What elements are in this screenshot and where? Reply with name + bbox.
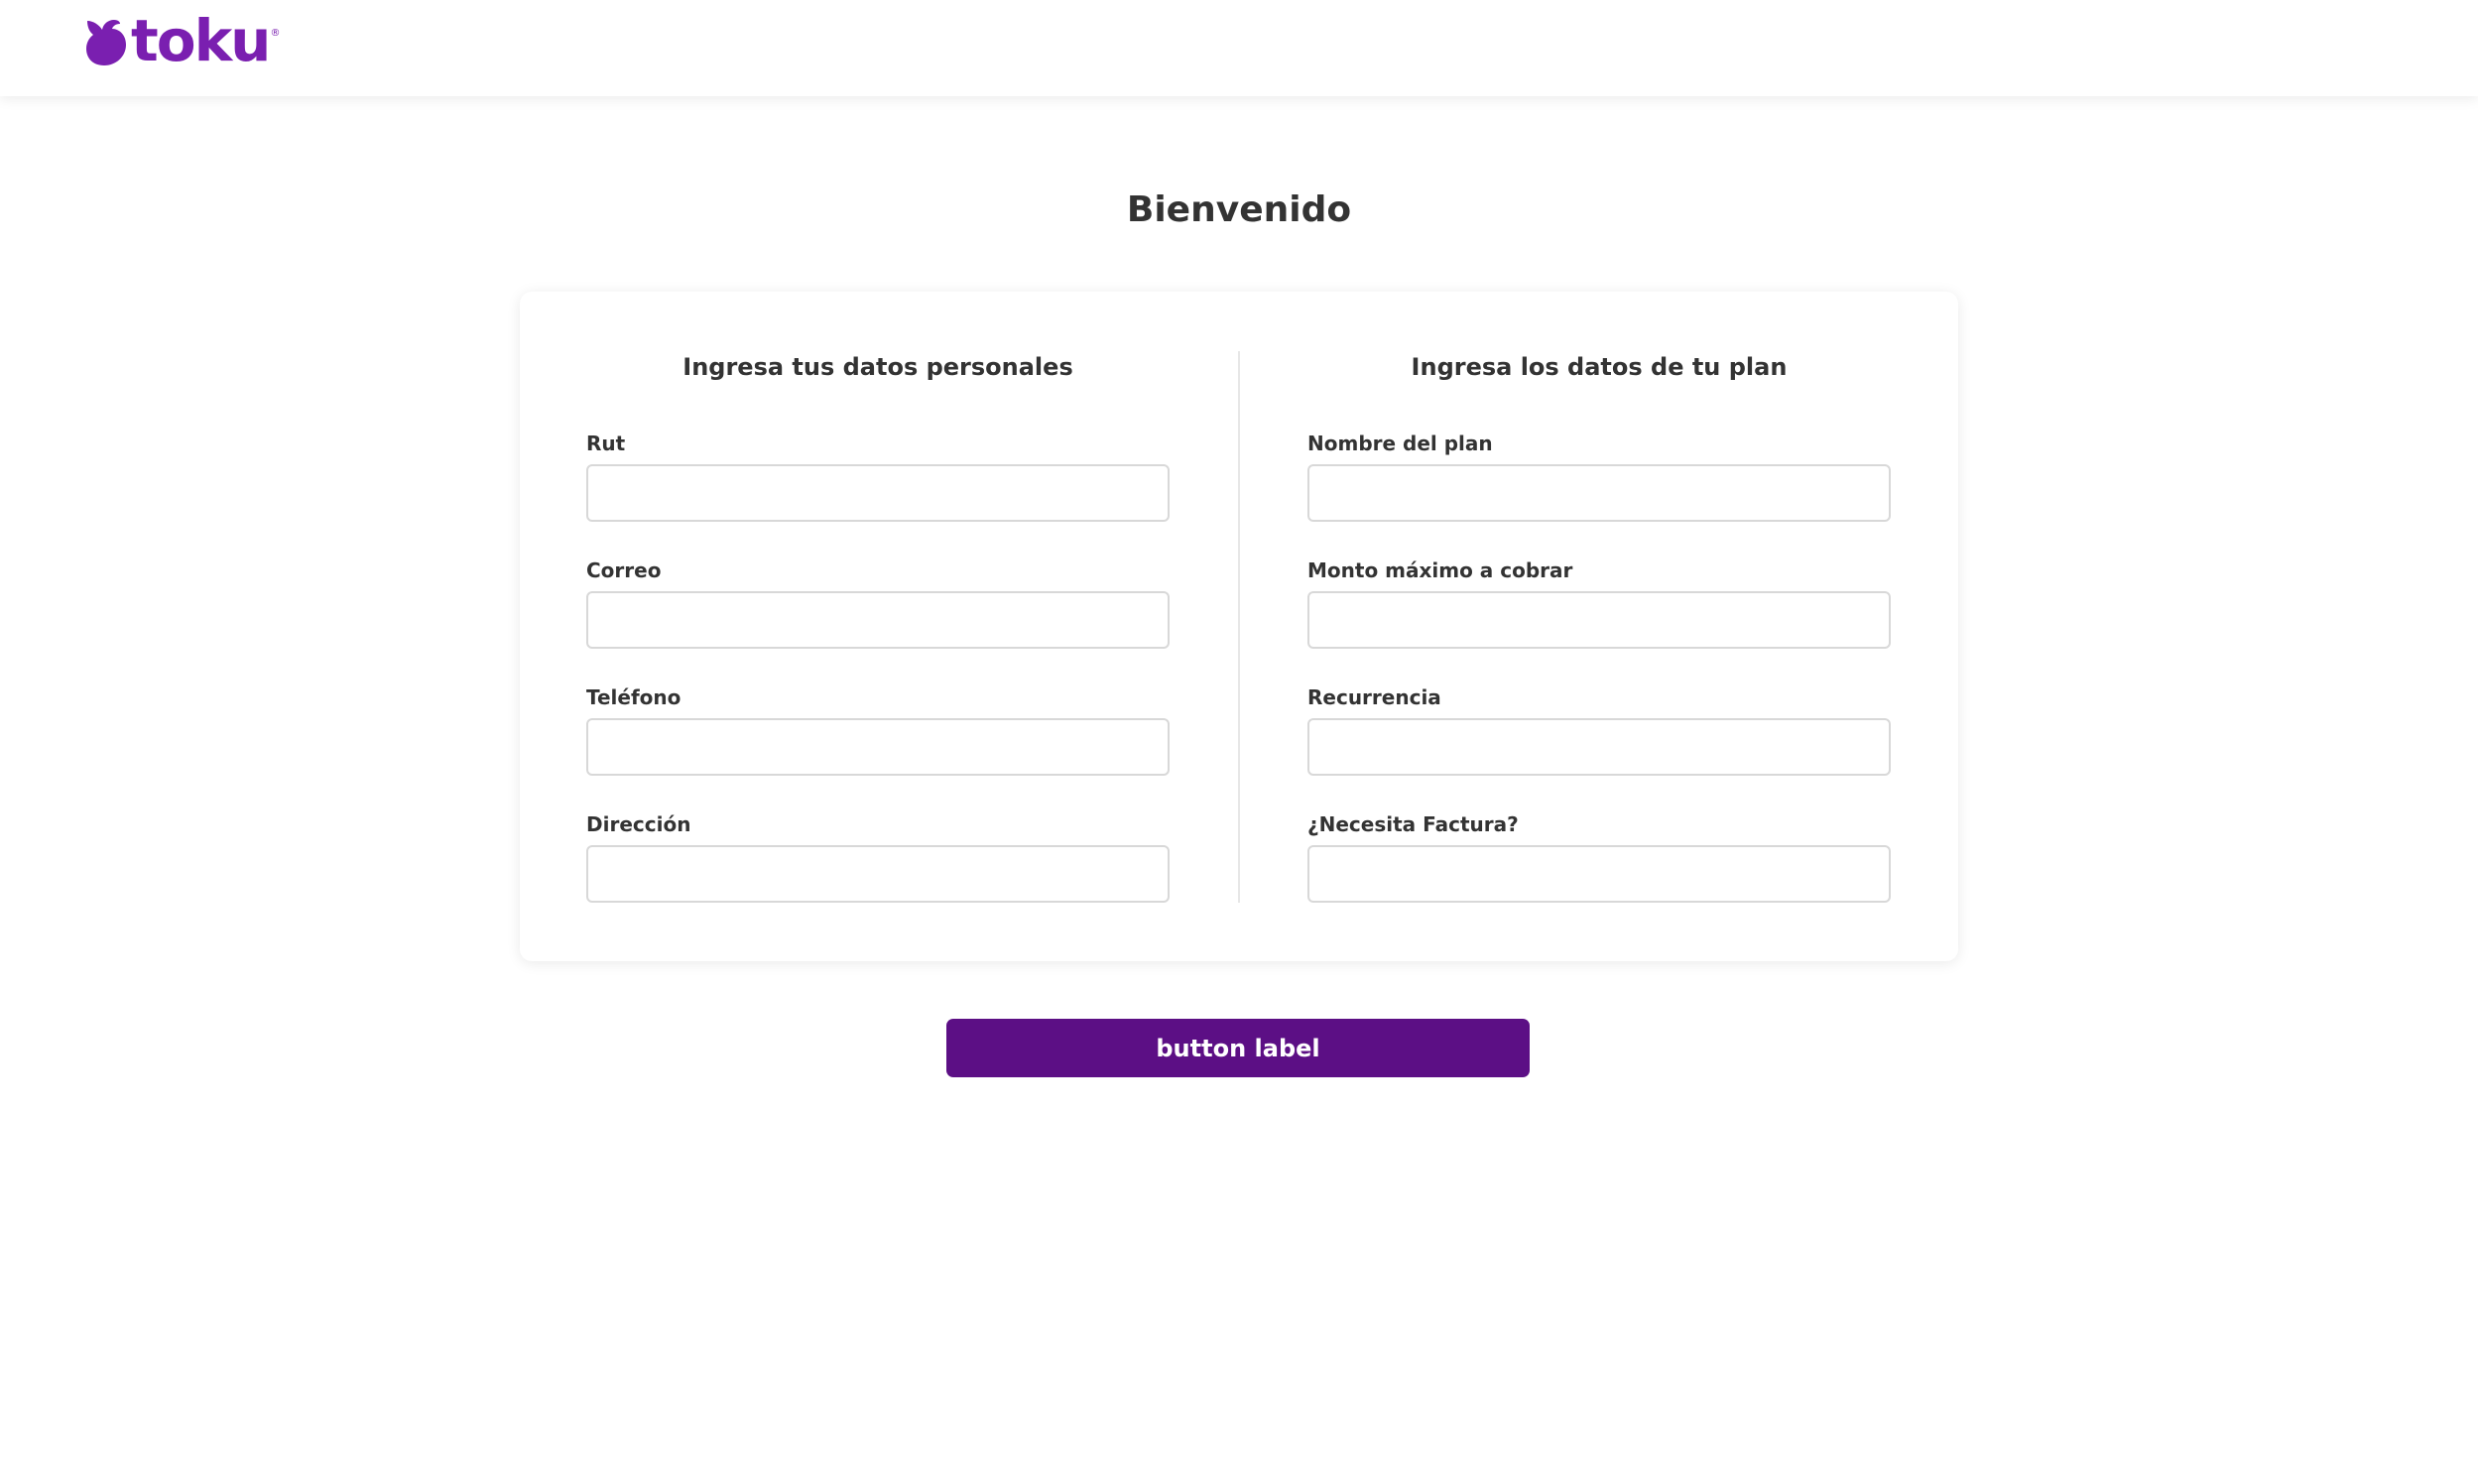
- column-divider: [1238, 351, 1240, 903]
- page-title: Bienvenido: [1126, 189, 1352, 230]
- max-amount-input[interactable]: [1307, 591, 1891, 649]
- invoice-field-group: [1307, 811, 1891, 903]
- personal-data-title: Ingresa tus datos personales: [682, 353, 1073, 381]
- recurrence-label: Recurrencia: [1307, 685, 1441, 709]
- recurrence-field-group: [1307, 684, 1891, 776]
- registered-mark: ®: [270, 28, 281, 39]
- address-field-group: [586, 811, 1170, 903]
- top-navigation-bar: [0, 0, 2478, 96]
- recurrence-input[interactable]: [1307, 718, 1891, 776]
- plan-name-field-group: [1307, 431, 1891, 522]
- plan-name-input[interactable]: [1307, 464, 1891, 522]
- toku-logo[interactable]: [83, 7, 281, 74]
- plan-name-label: Nombre del plan: [1307, 432, 1493, 455]
- plan-data-title: Ingresa los datos de tu plan: [1411, 353, 1788, 381]
- submit-button[interactable]: button label: [946, 1019, 1530, 1077]
- bird-icon: [83, 19, 129, 68]
- email-input[interactable]: [586, 591, 1170, 649]
- address-label: Dirección: [586, 812, 691, 836]
- phone-label: Teléfono: [586, 685, 681, 709]
- email-field-group: [586, 557, 1170, 649]
- rut-input[interactable]: [586, 464, 1170, 522]
- registration-form-card: [520, 292, 1958, 961]
- max-amount-label: Monto máximo a cobrar: [1307, 558, 1573, 582]
- phone-input[interactable]: [586, 718, 1170, 776]
- rut-field-group: [586, 431, 1170, 522]
- invoice-label: ¿Necesita Factura?: [1307, 812, 1519, 836]
- email-label: Correo: [586, 558, 662, 582]
- logo-wordmark: toku: [131, 7, 270, 74]
- phone-field-group: [586, 684, 1170, 776]
- address-input[interactable]: [586, 845, 1170, 903]
- rut-label: Rut: [586, 432, 626, 455]
- max-amount-field-group: [1307, 557, 1891, 649]
- invoice-input[interactable]: [1307, 845, 1891, 903]
